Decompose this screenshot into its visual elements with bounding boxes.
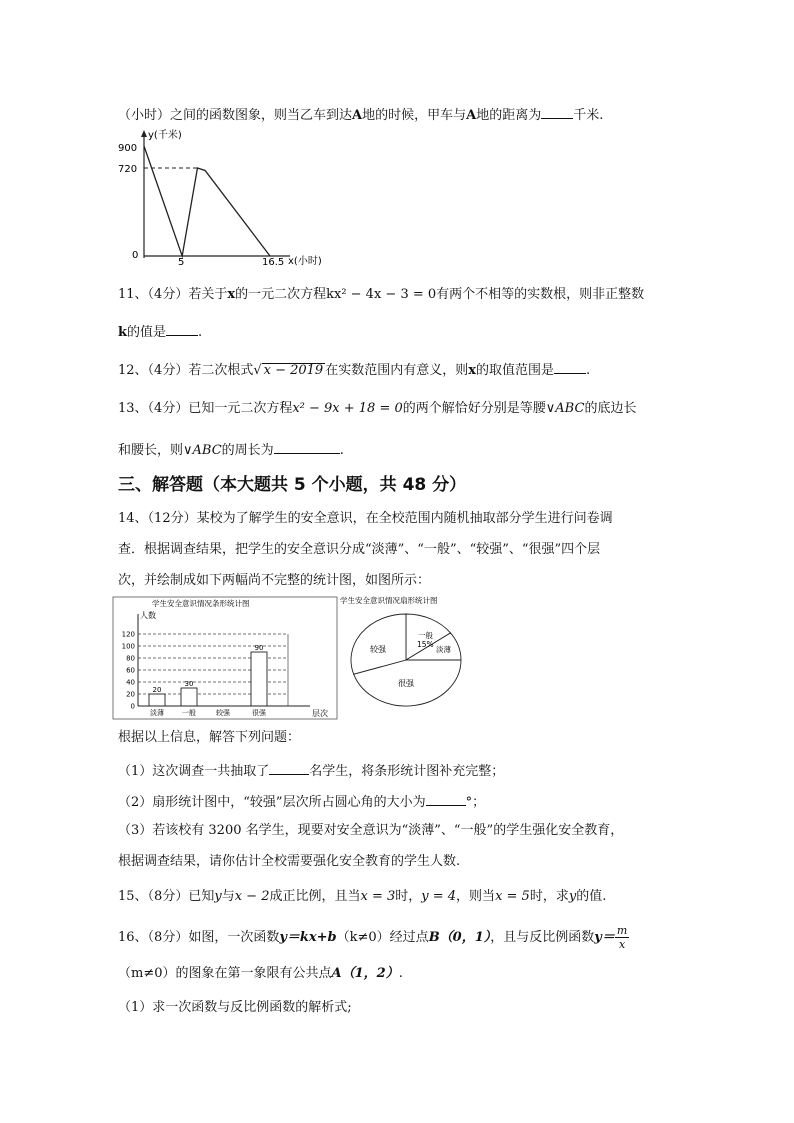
q14-after-charts: 根据以上信息，解答下列问题： bbox=[118, 730, 301, 745]
x-axis-label: x(小时) bbox=[288, 256, 322, 267]
y-axis-arrow bbox=[141, 130, 147, 137]
q14-sub2: （2）扇形统计图中，“较强”层次所占圆心角的大小为 °； bbox=[118, 795, 486, 810]
q12-radicand: x − 2019 bbox=[263, 363, 324, 378]
bar-y-tick: 120 bbox=[121, 630, 135, 639]
q14-line1: 14、（12分）某校为了解学生的安全意识，在全校范围内随机抽取部分学生进行问卷调 bbox=[118, 511, 613, 526]
q14-line3: 次，并绘制成如下两幅尚不完整的统计图，如图所示： bbox=[118, 573, 431, 588]
q14-sub2-blank[interactable] bbox=[426, 793, 466, 806]
q15-line: 15、（8分）已知y与x − 2成正比例，且当x = 3时，y = 4，则当x = 5时，求y的值. bbox=[118, 889, 607, 904]
pie-label-henqiang: 很强 bbox=[398, 679, 414, 688]
pie-chart bbox=[340, 594, 480, 716]
bar-category-label: 较强 bbox=[216, 709, 230, 717]
bar-chart-ylabel: 人数 bbox=[140, 611, 156, 620]
q12-answer-blank[interactable] bbox=[554, 361, 586, 374]
bar-category-label: 很强 bbox=[252, 709, 266, 717]
q10-answer-blank[interactable] bbox=[541, 106, 573, 119]
q10-text: （小时）之间的函数图象，则当乙车到达A地的时候，甲车与A地的距离为 千米. bbox=[118, 108, 604, 123]
q14-line2: 查．根据调查结果，把学生的安全意识分成“淡薄”、“一般”、“较强”、“很强”四个层 bbox=[118, 542, 601, 557]
pie-label-jiaoqiang: 较强 bbox=[370, 645, 386, 654]
sqrt-symbol: √ bbox=[253, 363, 262, 378]
q12-line: 12、（4分）若二次根式√ x − 2019 在实数范围内有意义，则x的取值范围是 . bbox=[118, 363, 591, 378]
bar-chart bbox=[112, 596, 338, 720]
bar-chart-xlabel: 层次 bbox=[312, 709, 328, 718]
q11-equation: kx² − 4x − 3 = 0 bbox=[326, 287, 437, 302]
q13-line2: 和腰长，则∨ABC的周长为 . bbox=[118, 443, 344, 458]
q16-line1: 16、（8分）如图，一次函数y＝kx+b（k≠0）经过点B（0，1），且与反比例函数y＝ $\frac{m}{x}$ bbox=[118, 924, 628, 951]
pie-label-percent: 15% bbox=[417, 640, 434, 649]
y-tick-720: 720 bbox=[118, 164, 138, 175]
y-tick-900: 900 bbox=[118, 143, 138, 154]
q11-line2: k的值是 . bbox=[118, 325, 203, 340]
bar-1 bbox=[181, 688, 197, 706]
bar-chart-title: 学生安全意识情况条形统计图 bbox=[152, 599, 250, 608]
pie-chart-title: 学生安全意识情况扇形统计图 bbox=[340, 596, 438, 605]
q11-answer-blank[interactable] bbox=[166, 323, 198, 336]
q16-line2: （m≠0）的图象在第一象限有公共点A（1，2）. bbox=[118, 966, 403, 981]
pie-label-danbo: 淡薄 bbox=[436, 645, 451, 654]
q14-sub3-line1: （3）若该校有 3200 名学生，现要对安全意识为“淡薄”、“一般”的学生强化安全教育， bbox=[118, 823, 624, 838]
bar-y-tick: 60 bbox=[126, 666, 135, 675]
q14-sub1: （1）这次调查一共抽取了 名学生，将条形统计图补充完整； bbox=[118, 764, 505, 779]
bar-y-tick: 20 bbox=[126, 690, 135, 699]
bar-value-label: 90 bbox=[254, 644, 264, 652]
distance-line bbox=[144, 146, 270, 256]
bar-y-tick: 80 bbox=[126, 654, 135, 663]
y-axis-label: y(千米) bbox=[148, 130, 182, 141]
pie-label-yiban: 一般 bbox=[418, 631, 433, 640]
bar-y-tick: 100 bbox=[121, 642, 135, 651]
q11-line1: 11、（4分）若关于x的一元二次方程kx² − 4x − 3 = 0有两个不相等的实数根，则非正整数 bbox=[118, 287, 645, 302]
bar-y-tick: 0 bbox=[130, 702, 135, 711]
x-tick-16-5: 16.5 bbox=[262, 257, 285, 268]
q13-answer-blank[interactable] bbox=[274, 441, 340, 454]
bar-value-label: 20 bbox=[152, 686, 162, 694]
x-tick-5: 5 bbox=[178, 257, 185, 268]
q14-sub1-blank[interactable] bbox=[269, 762, 309, 775]
bar-category-label: 淡薄 bbox=[150, 709, 164, 717]
bar-0 bbox=[149, 694, 165, 706]
q13-line1: 13、（4分）已知一元二次方程x² − 9x + 18 = 0的两个解恰好分别是等腰∨ABC的底边长 bbox=[118, 401, 637, 416]
bar-3 bbox=[251, 652, 267, 706]
section-3-heading: 三、解答题（本大题共 5 个小题，共 48 分） bbox=[118, 475, 467, 495]
q16-fraction: $\frac{m}{x}$ bbox=[616, 924, 628, 951]
bar-category-label: 一般 bbox=[182, 709, 196, 717]
q10-distance-graph bbox=[110, 128, 330, 276]
q14-sub3-line2: 根据调查结果，请你估计全校需要强化安全教育的学生人数. bbox=[118, 854, 461, 869]
q13-equation: x² − 9x + 18 = 0 bbox=[292, 401, 403, 416]
bar-value-label: 30 bbox=[184, 680, 194, 688]
q16-sub1: （1）求一次函数与反比例函数的解析式; bbox=[118, 1000, 352, 1015]
bar-y-tick: 40 bbox=[126, 678, 135, 687]
y-tick-0: 0 bbox=[132, 250, 139, 261]
q13-triangle: ∨ABC bbox=[545, 401, 585, 416]
